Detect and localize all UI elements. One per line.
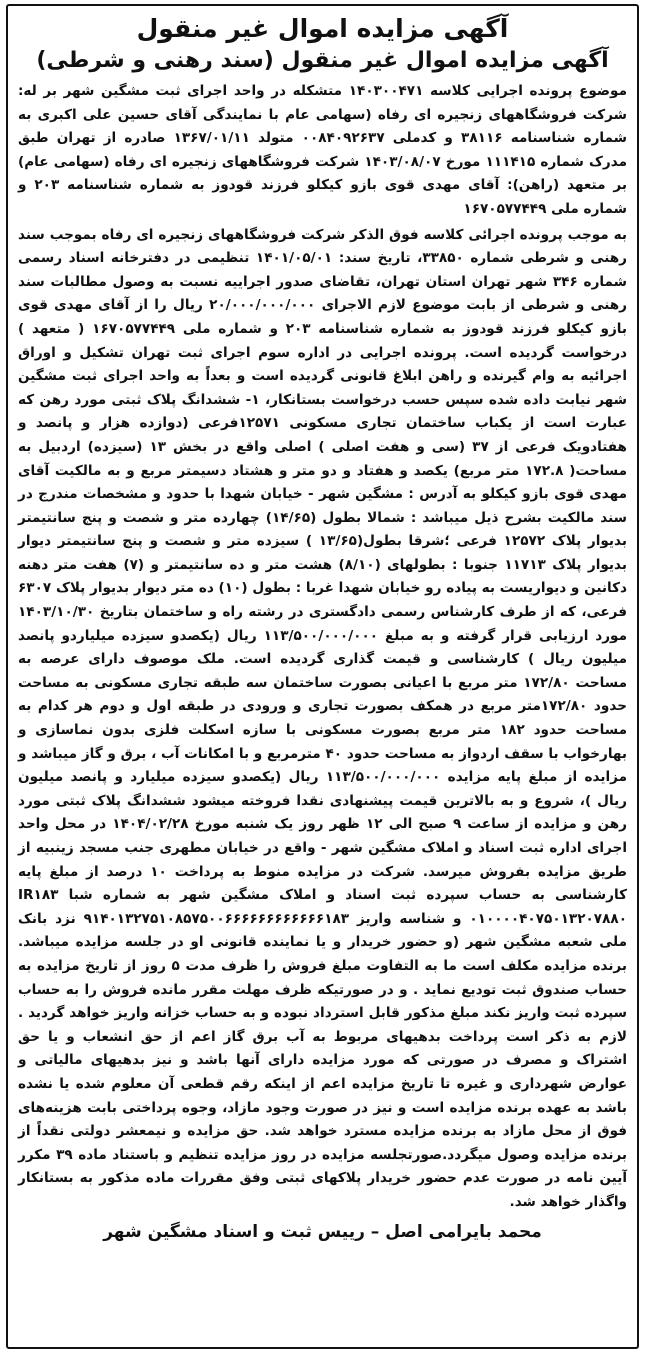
notice-subtitle: آگهی مزایده اموال غیر منقول (سند رهنی و شرطی) xyxy=(36,48,609,73)
notice-box xyxy=(6,4,639,1349)
notice-paragraph-body: به موجب پرونده اجرائی کلاسه فوق الذکر شرکت فروشگاههای زنجیره ای رفاه بموجب سند رهنی و شرطی شماره ۳۳۸۵۰، تاریخ سند: ۱۴۰۱/۰۵/۰۱ تنظیمی در دفترخانه اسناد رسمی شماره ۳۴۶ شهر تهران استان تهران، تقاضای صدور اجراییه نسبت به وصول مطالبات سند رهنی و شرطی از بابت موضوع لازم الاجرای ۲۰/۰۰۰/۰۰۰/۰۰۰ ریال را از آقای مهدی قوی بازو کیکلو فرزند قودوز به شماره شناسنامه ۲۰۳ و شماره ملی ۱۶۷۰۵۷۷۴۴۹ ( متعهد ) درخواست گردیده است. پرونده اجرایی در اداره سوم اجرای ثبت تهران تشکیل و اوراق اجرائیه به وام گیرنده و راهن ابلاغ قانونی گردیده است و بعداً به واحد اجرای ثبت مشگین شهر نیابت داده شده سپس حسب درخواست بستانکار، ۱- ششدانگ پلاک ثبتی مورد رهن که عبارت است از یکباب ساختمان تجاری مسکونی ۱۲۵۷۱فرعی (دوازده هزار و پانصد و هفتادویک فرعی از ۳۷ (سی و هفت اصلی ) اصلی واقع در بخش ۱۳ (سیزده) اردبیل به مساحت( ۱۷۲.۸ متر مربع) یکصد و هفتاد و دو متر و هشتاد دسیمتر مربع و به مالکیت آقای مهدی قوی بازو کیکلو به آدرس : مشگین شهر - خیابان شهدا با حدود و مشخصات مندرج در سند مالکیت بشرح ذیل میباشد : شمالا بطول (۱۴/۶۵) چهارده متر و شصت و پنج سانتیمتر بدیوار پلاک ۱۲۵۷۲ فرعی ؛شرقا بطول(۱۳/۶۵ ) سیزده متر و شصت و پنج سانتیمتر دیوار بدیوار پلاک ۱۱۷۱۳ جنوبا : بطولهای (۸/۱۰) هشت متر و ده سانتیمتر و (۷) هفت متر دهنه دکانین و دیواریست به پیاده رو خیابان شهدا غربا : بطول (۱۰) ده متر دیوار بدیوار پلاک ۶۳۰۷ فرعی، که از طرف کارشناس رسمی دادگستری در رشته راه و ساختمان بتاریخ ۱۴۰۳/۱۰/۳۰ مورد ارزیابی قرار گرفته و به مبلغ ۱۱۳/۵۰۰/۰۰۰/۰۰۰ ریال (یکصدو سیزده میلیاردو پانصد میلیون ریال ) کارشناسی و قیمت گذاری گردیده است. ملک موصوف دارای عرصه به مساحت ۱۷۲/۸۰ متر مربع با اعیانی بصورت ساختمان سه طبقه تجاری مسکونی به مساحت حدود ۱۷۲/۸۰متر مربع در همکف بصورت تجاری و ورودی در طبقه اول و دوم هر کدام به مساحت حدود ۱۸۲ متر مربع بصورت مسکونی با سازه اسکلت فلزی بدون نماسازی و بهارخواب با سقف اردواز به مساحت حدود ۴۰ مترمربع و با امکانات آب ، برق و گاز میباشد و مزایده از مبلغ پایه مزایده ۱۱۳/۵۰۰/۰۰۰/۰۰۰ ریال (یکصدو سیزده میلیارد و پانصد میلیون ریال )، شروع و به بالاترین قیمت پیشنهادی نقدا فروخته میشود ششدانگ پلاک ثبتی مورد رهن و مزایده از ساعت ۹ صبح الی ۱۲ ظهر روز یک شنبه مورخ ۱۴۰۴/۰۲/۲۸ در محل واحد اجرای اداره ثبت اسناد و املاک مشگین شهر - واقع در خیابان مطهری جنب مسجد زینبیه از طریق مزایده بفروش میرسد. شرکت در مزایده منوط به پرداخت ۱۰ درصد از مبلغ پایه کارشناسی به حساب سپرده ثبت اسناد و املاک مشگین شهر به شماره شبا IR۱۸۳ ۰۱۰۰۰۰۴۰۷۵۰۱۳۲۰۷۸۸۰ و شناسه واریز ۹۱۴۰۱۳۲۷۵۱۰۸۵۷۵۰۰۶۶۶۶۶۶۶۶۶۶۶۶۱۸۳ نزد بانک ملی شعبه مشگین شهر (و حضور خریدار و یا نماینده قانونی او در جلسه مزایده میباشد. برنده مزایده مکلف است ما به التفاوت مبلغ فروش را ظرف مدت ۵ روز از تاریخ مزایده به حساب صندوق ثبت تودیع نماید . و در صورتیکه ظرف مهلت مقرر مانده فروش را به حساب سپرده ثبت واریز نکند مبلغ مذکور قابل استرداد نبوده و به حساب خزانه واریز خواهد گردید . لازم به ذکر است پرداخت بدهیهای مربوط به آب برق گاز اعم از حق انشعاب و یا حق اشتراک و مصرف در صورتی که مورد مزایده دارای آنها باشد و نیز بدهیهای مالیاتی و عوارض شهرداری و غیره تا تاریخ مزایده اعم از اینکه رقم قطعی آن معلوم شده یا نشده باشد به عهده برنده مزایده است و نیز در صورت وجود مازاد، وجوه پرداختی بابت هزینه‌های فوق از محل مازاد به برنده مزایده مسترد خواهد شد. حق مزایده و نیمعشر دولتی نقداً از برنده مزایده وصول میگردد.صورتجلسه مزایده در روز مزایده تنظیم و باستناد ماده ۳۹ مکرر آیین نامه در صورت عدم حضور خریدار پلاکهای ثبتی وفق مقررات ماده مذکور به بستانکار واگذار خواهد شد. xyxy=(18,226,628,1210)
notice-signature: محمد بایرامی اصل – رییس ثبت و اسناد مشگین شهر xyxy=(103,1221,542,1242)
notice-paragraph-case: موضوع پرونده اجرایی کلاسه ۱۴۰۳۰۰۴۷۱ متشکله در واحد اجرای ثبت مشگین شهر بر له: شرکت فروشگاههای زنجیره ای رفاه (سهامی عام با نمایندگی آقای حسین علی اکبری به شماره شناسنامه ۳۸۱۱۶ و کدملی ۰۰۸۴۰۹۲۶۳۷ متولد ۱۳۶۷/۰۱/۱۱ صادره از تهران طبق مدرک شماره ۱۱۱۴۱۵ مورخ ۱۴۰۳/۰۸/۰۷ شرکت فروشگاههای زنجیره ای رفاه (سهامی عام) بر متعهد (راهن): آقای مهدی قوی بازو کیکلو فرزند قودوز به شماره شناسنامه ۲۰۳ و شماره ملی ۱۶۷۰۵۷۷۴۴۹ xyxy=(18,83,627,217)
notice-title: آگهی مزایده اموال غیر منقول xyxy=(136,14,509,43)
